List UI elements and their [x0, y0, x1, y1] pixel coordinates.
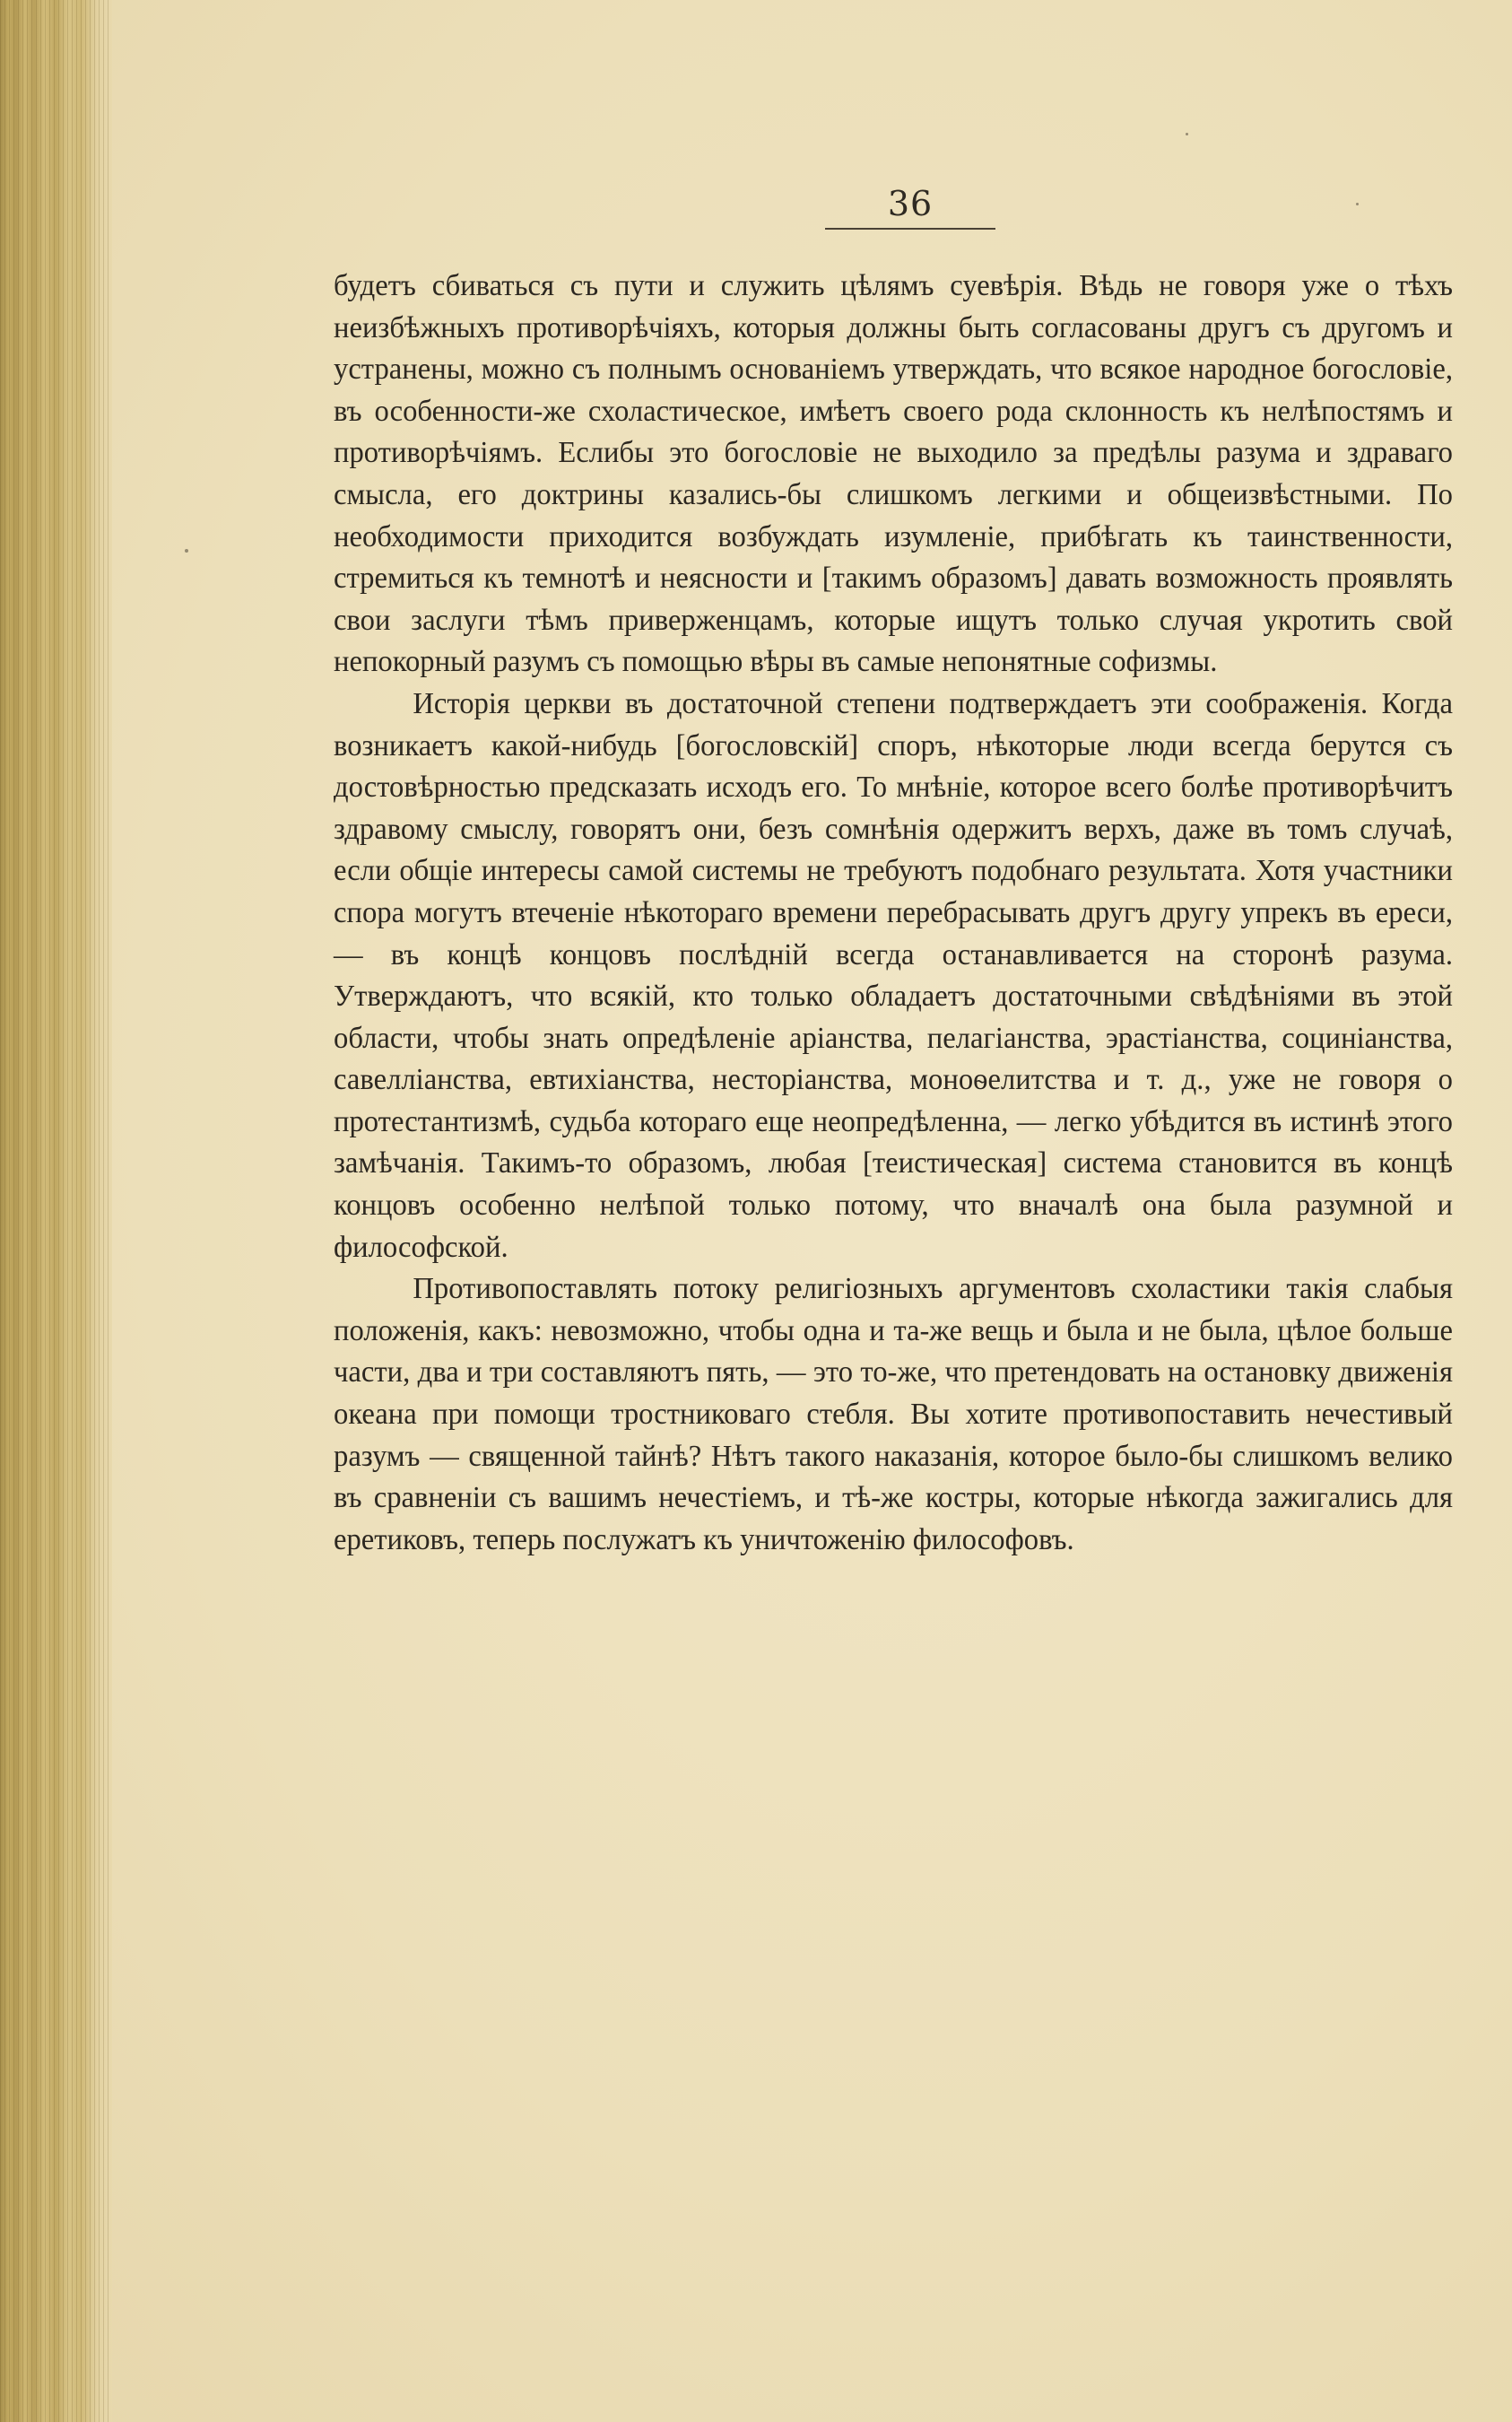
- paper-speck: [185, 549, 188, 553]
- paper-speck: [1356, 203, 1359, 205]
- page-number: 36: [887, 184, 934, 223]
- book-spine-edge: [0, 0, 112, 2422]
- paper-speck: [1186, 133, 1188, 135]
- paragraph-1: будетъ сбиваться съ пути и служить цѣлямъ суевѣрія. Вѣдь не говоря уже о тѣхъ неизбѣжныхъ противорѣчіяхъ, которыя должны быть согласованы другъ съ другомъ и устранены, можно съ полнымъ основаніемъ утверждать, что всякое народное богословіе, въ особенности-же схоластическое, имѣетъ своего рода склонность къ нелѣпостямъ и противорѣчіямъ. Еслибы это богословіе не выходило за предѣлы разума и здраваго смысла, его доктрины казались-бы слишкомъ легкими и общеизвѣстными. По необходимости приходится возбуждать изумленіе, прибѣгать къ таинственности, стремиться къ темнотѣ и неясности и [такимъ образомъ] давать возможность проявлять свои заслуги тѣмъ приверженцамъ, которые ищутъ только случая укротить свой непокорный разумъ съ помощью вѣры въ самые непонятные софизмы.: [334, 269, 1453, 679]
- body-text: [334, 266, 1453, 1561]
- page-number-rule: [825, 228, 995, 230]
- paragraph-2: Исторія церкви въ достаточной степени подтверждаетъ эти соображенія. Когда возникаетъ какой-нибудь [богословскій] споръ, нѣкоторые люди всегда берутся съ достовѣрностью предсказать исходъ его. То мнѣніе, которое всего болѣе противорѣчитъ здравому смыслу, говорятъ они, безъ сомнѣнія одержитъ верхъ, даже въ томъ случаѣ, если общіе интересы самой системы не требуютъ подобнаго результата. Хотя участники спора могутъ втеченіе нѣкотораго времени перебрасывать другъ другу упрекъ въ ереси, — въ концѣ концовъ послѣдній всегда останавливается на сторонѣ разума. Утверждаютъ, что всякій, кто только обладаетъ достаточными свѣдѣніями въ этой области, чтобы знать опредѣленіе аріанства, пелагіанства, эрастіанства, социніанства, савелліанства, евтихіанства, несторіанства, моноѳелитства и т. д., уже не говоря о протестантизмѣ, судьба котораго еще неопредѣленна, — легко убѣдится въ истинѣ этого замѣчанія. Такимъ-то образомъ, любая [теистическая] система становится въ концѣ концовъ особенно нелѣпой только потому, что вначалѣ она была разумной и философской.: [334, 686, 1453, 1264]
- paragraph-3: Противопоставлять потоку религіозныхъ аргументовъ схоластики такія слабыя положенія, какъ: невозможно, чтобы одна и та-же вещь и была и не была, цѣлое больше части, два и три составляютъ пять, — это то-же, что претендовать на остановку движенія океана при помощи тростниковаго стебля. Вы хотите противопоставить нечестивый разумъ — священной тайнѣ? Нѣтъ такого наказанія, которое было-бы слишкомъ велико въ сравненіи съ вашимъ нечестіемъ, и тѣ-же костры, которые нѣкогда зажигались для еретиковъ, теперь послужатъ къ уничтоженію философовъ.: [334, 1272, 1453, 1556]
